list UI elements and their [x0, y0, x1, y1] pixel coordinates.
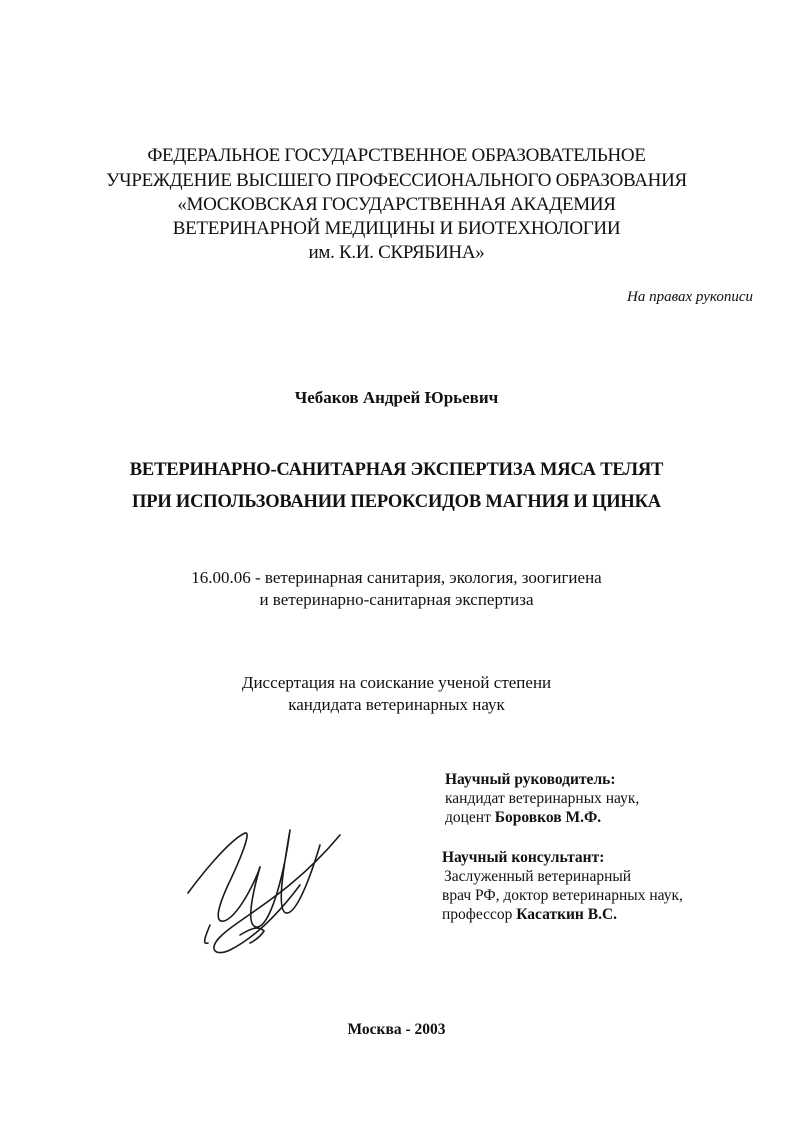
specialty-line-2: и ветеринарно-санитарная экспертиза [259, 590, 534, 609]
author-name: Чебаков Андрей Юрьевич [294, 388, 499, 407]
consultant-rank: профессор [442, 906, 517, 923]
handwritten-signature [180, 825, 355, 965]
consultant-position [442, 905, 683, 924]
specialty-line-1: 16.00.06 - ветеринарная санитария, экология, зоогигиена [191, 568, 602, 587]
institution-line-5: им. К.И. СКРЯБИНА» [308, 242, 485, 263]
supervisor-heading: Научный руководитель: [445, 771, 616, 788]
supervisor-position [445, 808, 639, 827]
consultant-block [442, 848, 683, 924]
title-line-1: ВЕТЕРИНАРНО-САНИТАРНАЯ ЭКСПЕРТИЗА МЯСА ТЕЛЯТ [129, 460, 664, 480]
consultant-name: Касаткин В.С. [516, 906, 618, 923]
supervisor-rank: доцент [445, 809, 495, 826]
degree-line-2: кандидата ветеринарных наук [288, 695, 505, 714]
consultant-heading: Научный консультант: [442, 849, 605, 866]
institution-line-2: УЧРЕЖДЕНИЕ ВЫСШЕГО ПРОФЕССИОНАЛЬНОГО ОБРАЗОВАНИЯ [106, 170, 687, 191]
supervisor-title: кандидат ветеринарных наук, [445, 790, 640, 807]
institution-line-1: ФЕДЕРАЛЬНОЕ ГОСУДАРСТВЕННОЕ ОБРАЗОВАТЕЛЬНОЕ [147, 145, 646, 166]
title-line-2: ПРИ ИСПОЛЬЗОВАНИИ ПЕРОКСИДОВ МАГНИЯ И ЦИНКА [132, 492, 661, 512]
manuscript-note: На правах рукописи [627, 289, 753, 305]
consultant-title-1: Заслуженный ветеринарный [444, 868, 632, 885]
institution-line-3: «МОСКОВСКАЯ ГОСУДАРСТВЕННАЯ АКАДЕМИЯ [177, 194, 616, 215]
supervisor-name: Боровков М.Ф. [494, 809, 602, 826]
supervisor-block [445, 770, 639, 827]
consultant-title-2: врач РФ, доктор ветеринарных наук, [442, 887, 683, 904]
degree-line-1: Диссертация на соискание ученой степени [241, 673, 552, 692]
institution-line-4: ВЕТЕРИНАРНОЙ МЕДИЦИНЫ И БИОТЕХНОЛОГИИ [172, 218, 621, 239]
city-year: Москва - 2003 [347, 1021, 446, 1038]
